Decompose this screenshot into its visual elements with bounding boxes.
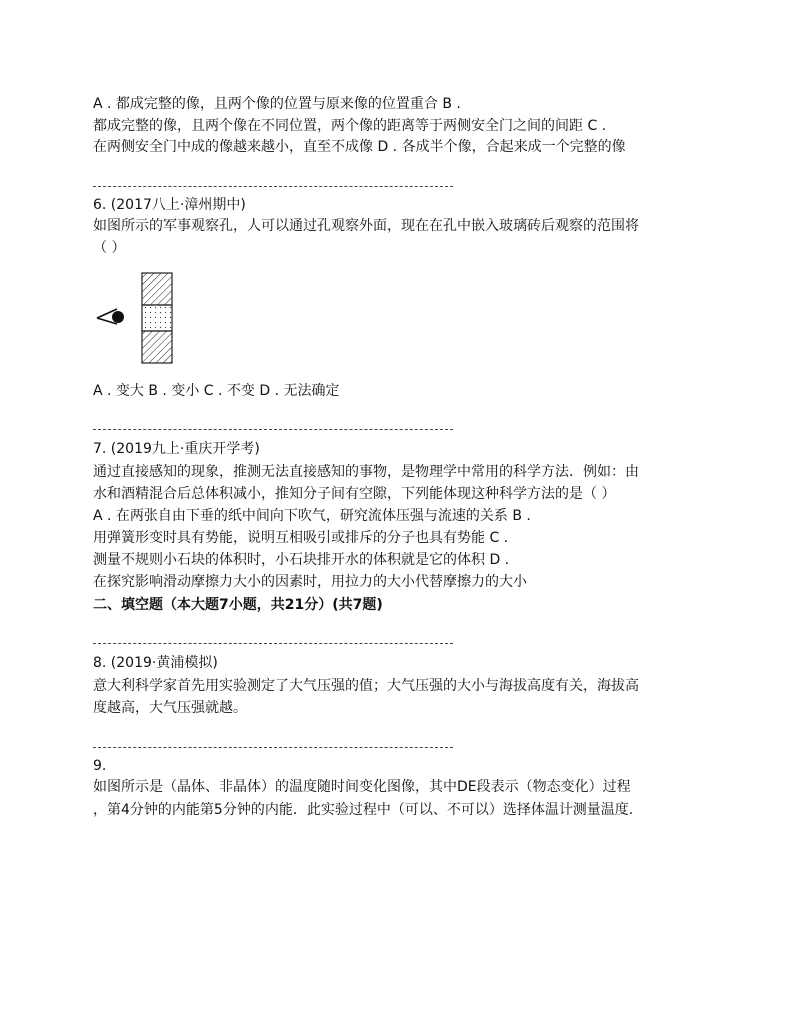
q7-option-line-2: 用弹簧形变时具有势能，说明互相吸引或排斥的分子也具有势能 C . [93,530,509,546]
q6-options: A . 变大 B . 变小 C . 不变 D . 无法确定 [93,383,340,399]
upper-wall [142,273,172,305]
eye-pupil-icon [112,311,124,323]
q9-stem-line-1: 如图所示是（晶体、非晶体）的温度随时间变化图像，其中DE段表示（物态变化）过程 [93,779,631,795]
q8-stem-line-2: 度越高，大气压强就越。 [93,700,247,716]
q7-option-line-1: A . 在两张自由下垂的纸中间向下吹气，研究流体压强与流速的关系 B . [93,508,531,524]
q9-stem-line-2: ，第4分钟的内能第5分钟的内能．此实验过程中（可以、不可以）选择体温计测量温度. [93,802,634,818]
q9-number: 9. [93,758,107,774]
q7-option-line-4: 在探究影响滑动摩擦力大小的因素时，用拉力的大小代替摩擦力的大小 [93,574,527,590]
q5-option-line-2: 都成完整的像，且两个像在不同位置，两个像的距离等于两侧安全门之间的间距 C . [93,118,607,134]
q8-stem-line-1: 意大利科学家首先用实验测定了大气压强的值；大气压强的大小与海拔高度有关，海拔高 [93,678,639,694]
glass-brick [142,305,172,331]
q7-source: 7. (2019九上·重庆开学考) [93,441,260,457]
section-heading: 二、填空题（本大题7小题，共21分）(共7题) [93,597,383,613]
separator-line [93,186,453,187]
separator-line [93,643,453,644]
q5-option-line-1: A . 都成完整的像，且两个像的位置与原来像的位置重合 B . [93,96,461,112]
observation-hole-figure [93,270,193,366]
q8-source: 8. (2019·黄浦模拟) [93,655,218,671]
q7-stem-line-1: 通过直接感知的现象，推测无法直接感知的事物，是物理学中常用的科学方法．例如：由 [93,464,639,480]
q7-stem-line-2: 水和酒精混合后总体积减小，推知分子间有空隙，下列能体现这种科学方法的是（ ） [93,486,616,502]
q6-source: 6. (2017八上·漳州期中) [93,197,246,213]
q5-option-line-3: 在两侧安全门中成的像越来越小，直至不成像 D . 各成半个像，合起来成一个完整的像 [93,139,626,155]
lower-wall [142,331,172,363]
separator-line [93,747,453,748]
separator-line [93,429,453,430]
q6-stem-line-2: （ ） [93,240,126,256]
observation-hole-diagram [93,270,193,366]
q7-option-line-3: 测量不规则小石块的体积时，小石块排开水的体积就是它的体积 D . [93,552,510,568]
q6-stem-line-1: 如图所示的军事观察孔，人可以通过孔观察外面，现在在孔中嵌入玻璃砖后观察的范围将 [93,218,639,234]
